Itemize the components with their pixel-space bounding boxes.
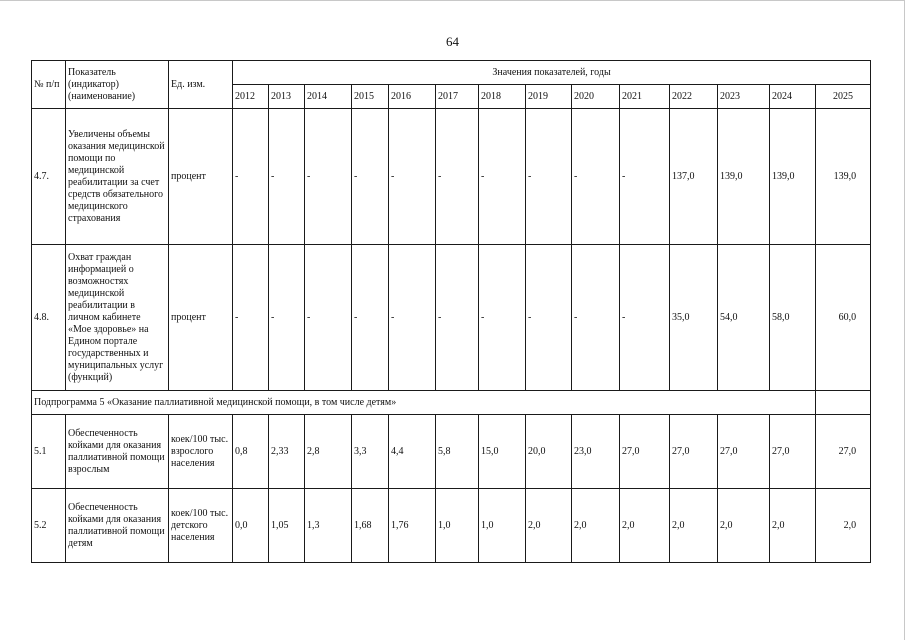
value-cell: - [269,245,305,391]
value-cell: 27,0 [816,415,871,489]
value-cell: 1,68 [352,489,389,563]
header-indicator: Показатель (индикатор) (наименование) [66,61,169,109]
page-number: 64 [446,34,459,49]
row-number: 4.7. [32,109,66,245]
value-cell: - [352,109,389,245]
value-cell: 2,33 [269,415,305,489]
header-year: 2018 [479,85,526,109]
value-cell: - [479,245,526,391]
table-row [32,489,871,563]
value-cell: 2,0 [620,489,670,563]
value-cell: - [526,245,572,391]
subprogram-blank-cell [816,391,871,415]
value-cell: 27,0 [620,415,670,489]
value-cell: 1,0 [479,489,526,563]
value-cell: 27,0 [770,415,816,489]
value-cell: - [233,245,269,391]
row-unit: коек/100 тыс. детского населения [169,489,233,563]
value-cell: 1,0 [436,489,479,563]
value-cell: 4,4 [389,415,436,489]
header-year: 2016 [389,85,436,109]
value-cell: 2,8 [305,415,352,489]
value-cell: - [269,109,305,245]
value-cell: 2,0 [816,489,871,563]
value-cell: - [572,245,620,391]
subprogram-heading: Подпрограмма 5 «Оказание паллиативной медицинской помощи, в том числе детям» [32,391,816,415]
value-cell: 60,0 [816,245,871,391]
header-values-group: Значения показателей, годы [233,61,871,85]
row-number: 5.2 [32,489,66,563]
header-year: 2020 [572,85,620,109]
value-cell: 15,0 [479,415,526,489]
header-num: № п/п [32,61,66,109]
value-cell: - [389,109,436,245]
value-cell: 23,0 [572,415,620,489]
header-unit: Ед. изм. [169,61,233,109]
value-cell: 5,8 [436,415,479,489]
table-row [32,415,871,489]
value-cell: - [572,109,620,245]
header-year: 2024 [770,85,816,109]
value-cell: 0,8 [233,415,269,489]
table-body-section-4 [32,109,871,391]
table-body-subprogram [32,391,871,415]
header-year: 2013 [269,85,305,109]
value-cell: - [233,109,269,245]
value-cell: 2,0 [770,489,816,563]
value-cell: 54,0 [718,245,770,391]
value-cell: 2,0 [670,489,718,563]
value-cell: - [620,245,670,391]
value-cell: - [436,109,479,245]
row-unit: коек/100 тыс. взрослого населения [169,415,233,489]
value-cell: - [436,245,479,391]
header-year: 2014 [305,85,352,109]
value-cell: - [620,109,670,245]
value-cell: 58,0 [770,245,816,391]
value-cell: 139,0 [718,109,770,245]
header-year: 2017 [436,85,479,109]
value-cell: - [389,245,436,391]
value-cell: - [352,245,389,391]
table-body-section-5 [32,415,871,563]
value-cell: 2,0 [718,489,770,563]
row-unit: процент [169,109,233,245]
value-cell: 2,0 [526,489,572,563]
value-cell: 137,0 [670,109,718,245]
header-year: 2012 [233,85,269,109]
table-row [32,109,871,245]
value-cell: 1,05 [269,489,305,563]
value-cell: 1,76 [389,489,436,563]
header-year: 2015 [352,85,389,109]
value-cell: - [305,245,352,391]
header-year: 2021 [620,85,670,109]
header-year: 2022 [670,85,718,109]
value-cell: - [479,109,526,245]
value-cell: 3,3 [352,415,389,489]
value-cell: 139,0 [770,109,816,245]
value-cell: 139,0 [816,109,871,245]
row-indicator: Обеспеченность койками для оказания паллиативной помощи детям [66,489,169,563]
value-cell: 1,3 [305,489,352,563]
header-year: 2019 [526,85,572,109]
indicators-table [31,60,871,563]
header-year: 2023 [718,85,770,109]
row-indicator: Обеспеченность койками для оказания паллиативной помощи взрослым [66,415,169,489]
value-cell: 2,0 [572,489,620,563]
row-unit: процент [169,245,233,391]
table-row [32,245,871,391]
value-cell: - [305,109,352,245]
row-number: 5.1 [32,415,66,489]
value-cell: 27,0 [718,415,770,489]
value-cell: 35,0 [670,245,718,391]
row-indicator: Увеличены объемы оказания медицинской помощи по медицинской реабилитации за счет средств обязательного медицинского страхования [66,109,169,245]
header-year: 2025 [816,85,871,109]
value-cell: 0,0 [233,489,269,563]
value-cell: - [526,109,572,245]
row-indicator: Охват граждан информацией о возможностях медицинской реабилитации в личном кабинете «Мое здоровье» на Едином портале государственных и муниципальных услуг (функций) [66,245,169,391]
value-cell: 27,0 [670,415,718,489]
value-cell: 20,0 [526,415,572,489]
row-number: 4.8. [32,245,66,391]
